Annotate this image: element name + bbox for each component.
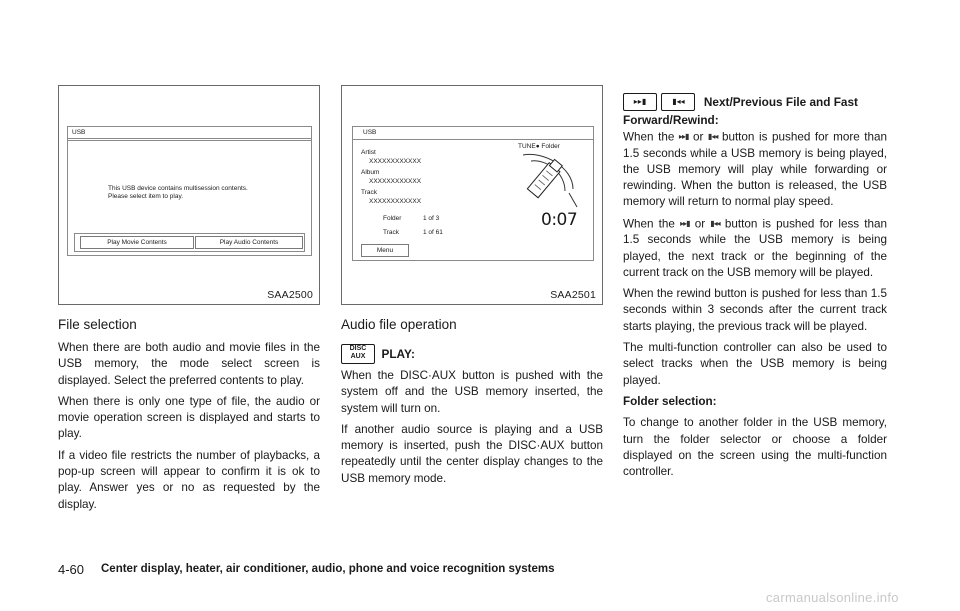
text: button is pushed for less than 1.5 seconds while the USB memory is being played, the next track or the beginning of the current track on the USB memory will be played. — [623, 216, 888, 279]
folder-label: Folder — [383, 215, 402, 222]
audio-file-operation-heading: Audio file operation — [341, 317, 457, 332]
folder-selection-heading: Folder selection: — [623, 394, 717, 408]
disc-label: DISC — [349, 345, 367, 352]
play-label: PLAY: — [381, 347, 415, 361]
subhead-line-1: Next/Previous File and Fast — [703, 95, 858, 109]
paragraph: When the DISC·AUX button is pushed with the system off and the USB memory inserted, the system will turn on. — [341, 369, 603, 415]
folder-value: 1 of 3 — [423, 215, 440, 222]
audio-file-operation-body — [341, 368, 603, 492]
album-label: Album — [361, 169, 380, 176]
paragraph: When there are both audio and movie files in the USB memory, the mode select screen is displayed. Select the preferred contents to play. — [58, 341, 320, 387]
figure-saa2501 — [341, 85, 603, 305]
screen-title: USB — [68, 127, 311, 139]
menu-button[interactable]: Menu — [361, 244, 409, 257]
next-icon: ▸▸▮ — [678, 132, 689, 141]
play-subheading — [341, 344, 415, 364]
next-icon: ▸▸▮ — [680, 218, 690, 228]
usb-multisession-screen — [67, 126, 312, 256]
play-status: TUNE● Folder — [518, 143, 560, 150]
paragraph: When the rewind button is pushed for less than 1.5 seconds within 3 seconds after the current track starts playing, the previous track will be played. — [623, 287, 887, 333]
subhead-line-2: Forward/Rewind: — [623, 113, 719, 128]
paragraph: When there is only one type of file, the audio or movie operation screen is displayed and starts to play. — [58, 394, 320, 441]
track-value: XXXXXXXXXXXX — [369, 198, 422, 205]
footer-title: Center display, heater, air conditioner, audio, phone and voice recognition systems — [101, 563, 555, 575]
album-value: XXXXXXXXXXXX — [369, 178, 422, 185]
text: or — [692, 130, 704, 144]
message-line-1: This USB device contains multisession contents. — [108, 185, 248, 192]
watermark: carmanualsonline.info — [766, 590, 899, 605]
track-label: Track — [361, 189, 378, 196]
track-count-value: 1 of 61 — [423, 229, 443, 236]
next-prev-body — [623, 129, 887, 485]
figure-code: SAA2501 — [550, 289, 596, 301]
paragraph: To change to another folder in the USB memory, turn the folder selector or choose a folder displayed on the screen using the multi-function controller. — [623, 416, 887, 479]
page-number: 4-60 — [58, 562, 85, 577]
previous-icon: ▮◂◂ — [710, 218, 720, 228]
play-audio-button[interactable]: Play Audio Contents — [195, 236, 303, 249]
seek-next-icon: ▸▸▮ — [623, 93, 657, 111]
text: When the — [623, 216, 675, 230]
paragraph: The multi-function controller can also be used to select tracks when the USB memory is being played. — [623, 341, 887, 387]
text: button is pushed for more than 1.5 seconds while a USB memory is being played, the USB memory will play while forwarding or rewinding. When the button is released, the USB memory will return to normal play speed. — [623, 130, 888, 209]
artist-value: XXXXXXXXXXXX — [369, 158, 422, 165]
seek-previous-icon: ▮◂◂ — [661, 93, 695, 111]
text: or — [694, 216, 706, 230]
next-prev-subheading — [623, 93, 903, 127]
elapsed-time: 0:07 — [541, 210, 578, 230]
track-count-label: Track — [383, 229, 400, 236]
figure-saa2500 — [58, 85, 320, 305]
aux-label: AUX — [350, 353, 366, 360]
usb-plug-icon — [503, 147, 585, 215]
play-movie-button[interactable]: Play Movie Contents — [80, 236, 194, 249]
file-selection-body — [58, 340, 320, 518]
message-line-2: Please select item to play. — [108, 193, 184, 200]
paragraph — [623, 129, 887, 211]
file-selection-heading: File selection — [58, 317, 137, 332]
paragraph — [623, 216, 887, 281]
figure-code: SAA2500 — [267, 289, 313, 301]
paragraph: If another audio source is playing and a USB memory is inserted, push the DISC·AUX button repeatedly until the center display changes to the USB memory mode. — [341, 422, 603, 485]
text: When the — [623, 130, 675, 144]
screen-title: USB — [363, 129, 377, 136]
usb-audio-screen — [352, 126, 594, 261]
disc-aux-icon — [341, 344, 375, 364]
artist-label: Artist — [361, 149, 376, 156]
previous-icon: ▮◂◂ — [707, 132, 718, 141]
paragraph: If a video file restricts the number of playbacks, a pop-up screen will appear to confirm it is ok to play. Answer yes or no as requested by the display. — [58, 448, 320, 511]
